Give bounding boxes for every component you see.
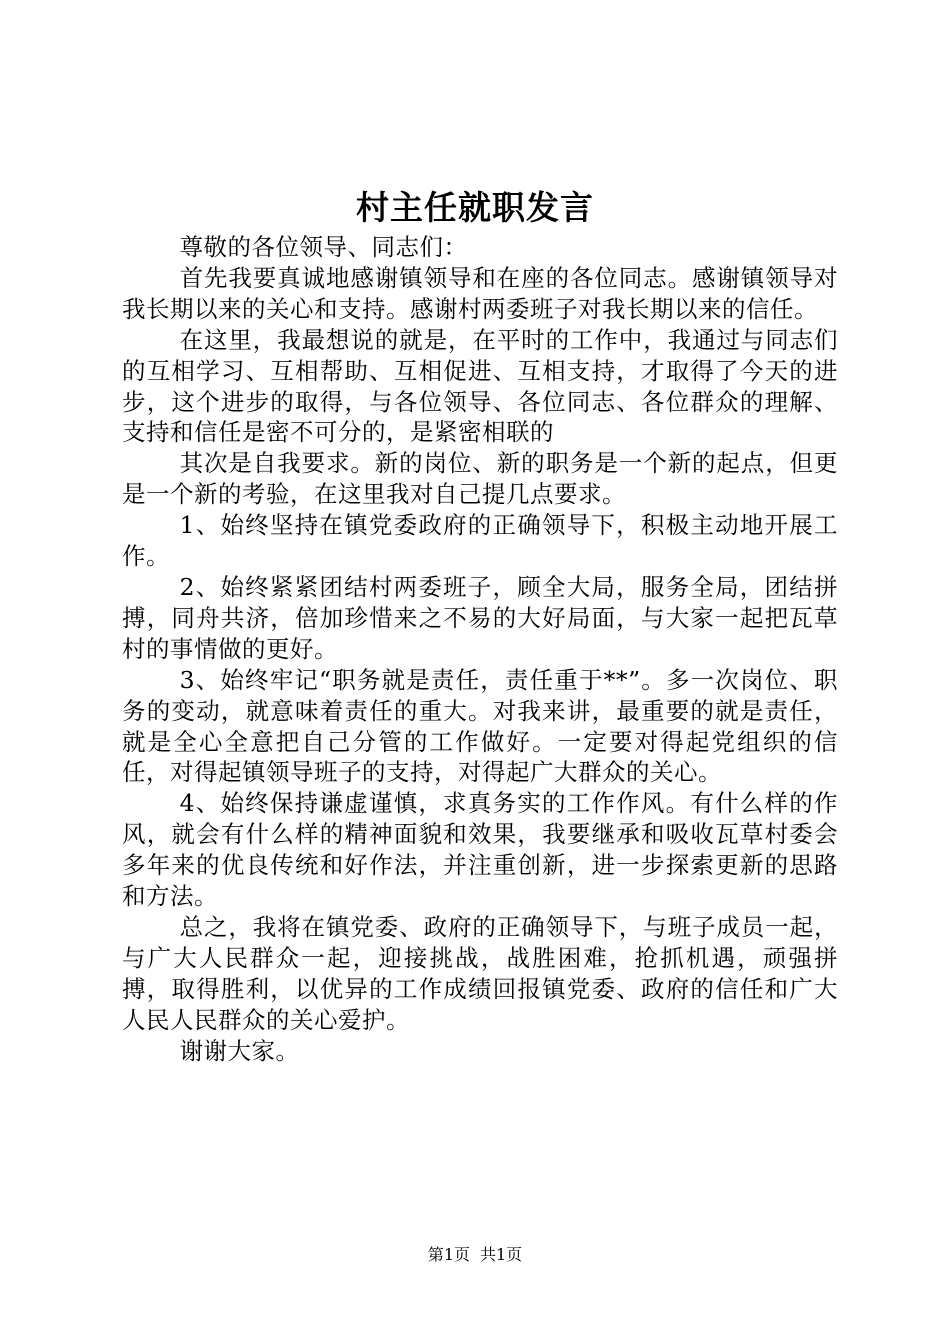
page-total: 共1页 [480,1245,523,1264]
paragraph-requirement-1: 1、始终坚持在镇党委政府的正确领导下，积极主动地开展工作。 [122,511,838,571]
page-number: 第1页 [427,1245,470,1264]
paragraph-requirement-3: 3、始终牢记“职务就是责任，责任重于**”。多一次岗位、职务的变动，就意味着责任的重大。对我来讲，最重要的就是责任，就是全心全意把自己分管的工作做好。一定要对得起党组织的信任，对得起镇领导班子的支持，对得起广大群众的关心。 [122,665,838,787]
salutation: 尊敬的各位领导、同志们： [179,233,468,261]
paragraph-thanks: 首先我要真诚地感谢镇领导和在座的各位同志。感谢镇领导对我长期以来的关心和支持。感谢村两委班子对我长期以来的信任。 [122,263,838,323]
paragraph-conclusion: 总之，我将在镇党委、政府的正确领导下，与班子成员一起，与广大人民群众一起，迎接挑战，战胜困难，抢抓机遇，顽强拼搏，取得胜利，以优异的工作成绩回报镇党委、政府的信任和广大人民人民群众的关心爱护。 [122,912,838,1034]
document-title: 村主任就职发言 [356,188,594,227]
document-body [122,232,838,1066]
paragraph-requirement-4: 4、始终保持谦虚谨慎，求真务实的工作作风。有什么样的作风，就会有什么样的精神面貌和效果，我要继承和吸收瓦草村委会多年来的优良传统和好作法，并注重创新，进一步探索更新的思路和方法。 [122,789,838,911]
paragraph-requirement-2: 2、始终紧紧团结村两委班子，顾全大局，服务全局，团结拼搏，同舟共济，倍加珍惜来之不易的大好局面，与大家一起把瓦草村的事情做的更好。 [122,572,838,663]
page-footer [0,1244,950,1266]
paragraph-self-requirements: 其次是自我要求。新的岗位、新的职务是一个新的起点，但更是一个新的考验，在这里我对自己提几点要求。 [122,449,838,509]
closing-line: 谢谢大家。 [179,1036,300,1065]
paragraph-progress: 在这里，我最想说的就是，在平时的工作中，我通过与同志们的互相学习、互相帮助、互相促进、互相支持，才取得了今天的进步，这个进步的取得，与各位领导、各位同志、各位群众的理解、支持和信任是密不可分的，是紧密相联的 [122,325,838,447]
